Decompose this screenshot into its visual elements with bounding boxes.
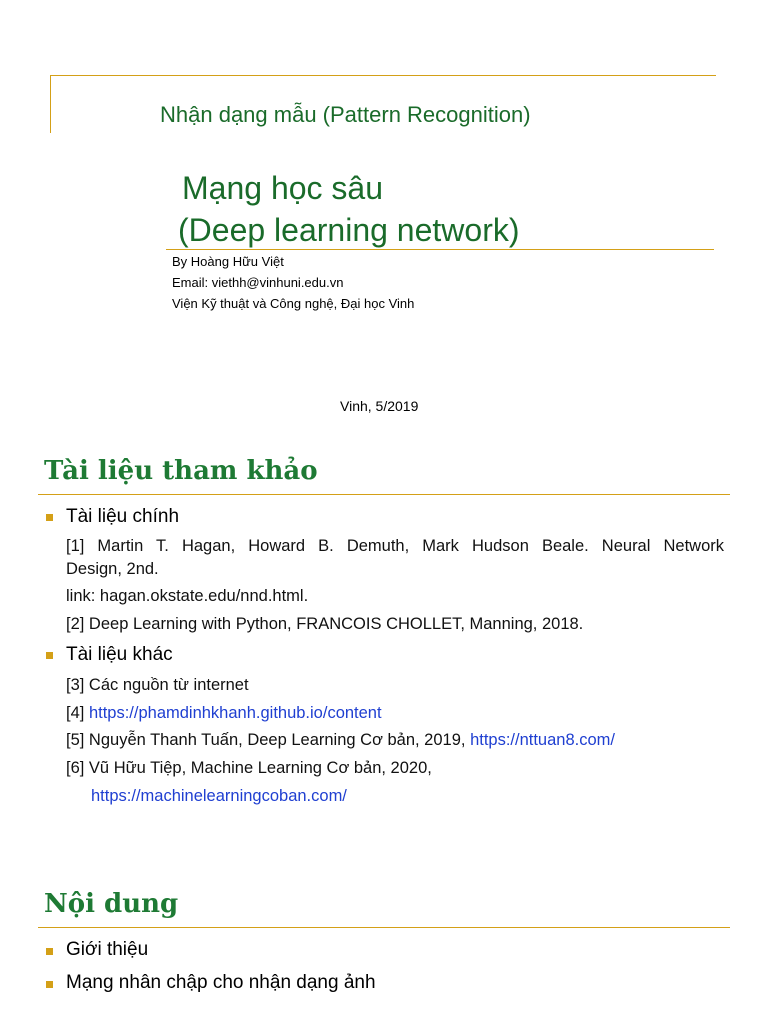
bullet-square-icon — [46, 652, 53, 659]
contents-item-intro: Giới thiệu — [66, 939, 149, 960]
ref4-prefix: [4] — [66, 704, 89, 722]
ref5 — [66, 731, 615, 750]
contents-heading: Nội dung — [44, 889, 179, 919]
ref1-link: link: hagan.okstate.edu/nnd.html. — [66, 587, 309, 605]
ref1-line1: [1] Martin T. Hagan, Howard B. Demuth, Mark Hudson Beale. Neural Network — [66, 537, 724, 555]
main-title-line1: Mạng học sâu — [182, 170, 384, 206]
ref1-line2: Design, 2nd. — [66, 560, 159, 578]
title-underline — [166, 249, 714, 250]
bullet-main-refs: Tài liệu chính — [66, 506, 180, 527]
ref6-text: [6] Vũ Hữu Tiệp, Machine Learning Cơ bản, 2020, — [66, 759, 432, 777]
top-rule — [50, 75, 716, 76]
contents-rule — [38, 927, 730, 928]
ref4 — [66, 704, 382, 723]
ref4-link[interactable]: https://phamdinhkhanh.github.io/content — [88, 704, 382, 722]
ref3: [3] Các nguồn từ internet — [66, 676, 249, 694]
email: Email: viethh@vinhuni.edu.vn — [172, 275, 344, 290]
left-rule — [50, 75, 51, 133]
main-title-line2: (Deep learning network) — [178, 212, 520, 248]
contents-item-cnn: Mạng nhân chập cho nhận dạng ảnh — [66, 972, 376, 993]
references-heading: Tài liệu tham khảo — [44, 456, 318, 486]
place-date: Vinh, 5/2019 — [340, 398, 419, 414]
bullet-other-refs: Tài liệu khác — [66, 644, 173, 665]
course-title: Nhận dạng mẫu (Pattern Recognition) — [160, 102, 531, 127]
bullet-square-icon — [46, 514, 53, 521]
ref5-link[interactable]: https://nttuan8.com/ — [470, 731, 615, 749]
ref6-link[interactable]: https://machinelearningcoban.com/ — [91, 787, 347, 805]
institute: Viện Kỹ thuật và Công nghệ, Đại học Vinh — [172, 296, 415, 311]
references-rule — [38, 494, 730, 495]
author: By Hoàng Hữu Việt — [172, 254, 284, 269]
ref2: [2] Deep Learning with Python, FRANCOIS CHOLLET, Manning, 2018. — [66, 615, 584, 633]
bullet-square-icon — [46, 948, 53, 955]
bullet-square-icon — [46, 981, 53, 988]
ref5-text: [5] Nguyễn Thanh Tuấn, Deep Learning Cơ bản, 2019, — [66, 731, 471, 749]
